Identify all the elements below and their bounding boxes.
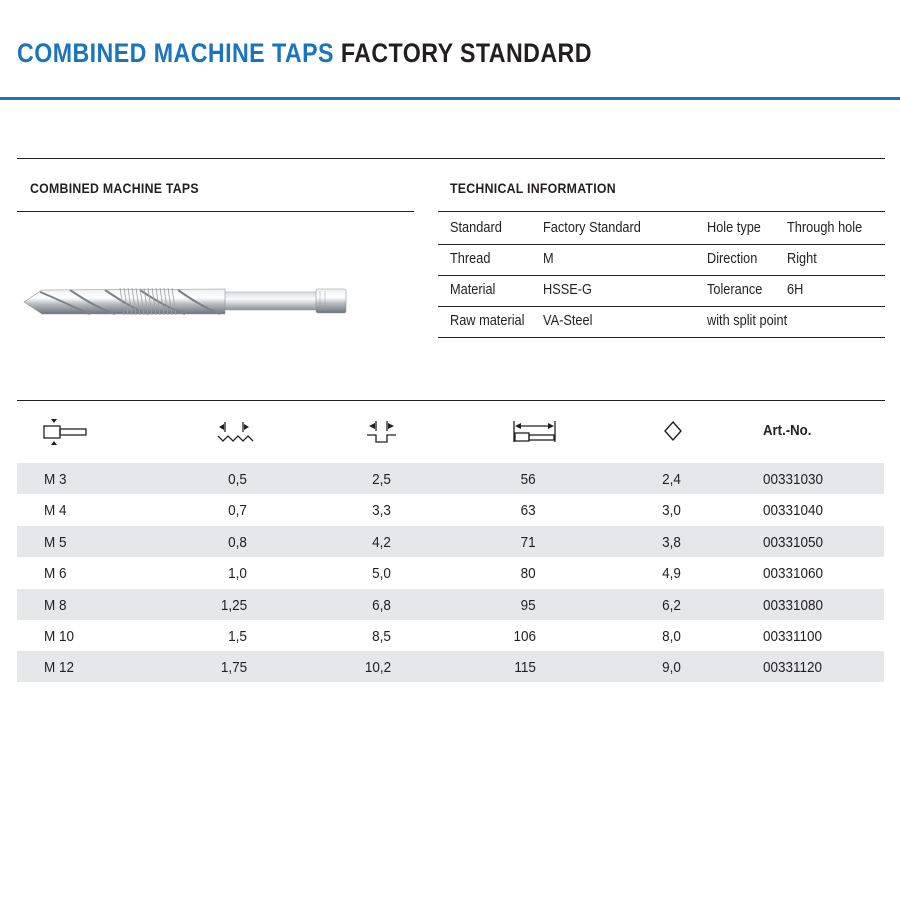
cell-pitch: 0,8: [228, 534, 247, 551]
cell-pitch: 1,0: [228, 565, 247, 582]
cell-square: 6,2: [662, 597, 681, 614]
cell-length: 80: [520, 565, 536, 582]
page-title-sub: FACTORY STANDARD: [340, 38, 592, 68]
cell-length: 106: [513, 628, 536, 645]
cell-article-number: 00331040: [763, 502, 824, 519]
cell-square: 8,0: [662, 628, 681, 645]
total-length-icon: [512, 418, 558, 451]
table-row: [17, 463, 884, 494]
technical-value: M: [543, 251, 554, 267]
product-section-title: COMBINED MACHINE TAPS: [30, 180, 199, 196]
cell-article-number: 00331080: [763, 597, 824, 614]
cell-pitch: 0,5: [228, 471, 247, 488]
article-number-header: Art.-No.: [763, 422, 812, 439]
cell-square: 2,4: [662, 471, 681, 488]
machine-tap-icon: [20, 278, 350, 326]
section-top-rule: [17, 158, 885, 159]
cell-length: 115: [514, 659, 536, 676]
cell-core-drill: 8,5: [372, 628, 391, 645]
core-drill-diameter-icon: [366, 418, 398, 451]
technical-value: VA-Steel: [543, 313, 593, 329]
cell-core-drill: 6,8: [372, 597, 391, 614]
cell-length: 63: [520, 502, 536, 519]
cell-pitch: 0,7: [228, 502, 247, 519]
cell-core-drill: 10,2: [364, 659, 391, 676]
page-title-main: COMBINED MACHINE TAPS: [17, 38, 334, 68]
cell-article-number: 00331120: [763, 659, 823, 676]
page-title: [17, 38, 592, 69]
cell-core-drill: 5,0: [372, 565, 391, 582]
technical-value: Through hole: [787, 220, 863, 236]
technical-section-rule: [438, 211, 885, 212]
technical-key: Hole type: [707, 220, 761, 236]
cell-core-drill: 3,3: [372, 502, 391, 519]
thread-pitch-icon: [216, 418, 256, 451]
cell-square: 4,9: [662, 565, 681, 582]
technical-row: [438, 275, 885, 307]
technical-row: [438, 244, 885, 276]
cell-pitch: 1,75: [220, 659, 247, 676]
technical-section-title: TECHNICAL INFORMATION: [450, 180, 616, 196]
technical-key: Thread: [450, 251, 491, 267]
cell-article-number: 00331060: [763, 565, 824, 582]
table-row: [17, 620, 884, 651]
cell-square: 3,8: [662, 534, 681, 551]
cell-length: 56: [520, 471, 536, 488]
technical-key: Material: [450, 282, 496, 298]
cell-size: M 12: [44, 659, 75, 676]
thread-diameter-icon: [42, 418, 88, 451]
table-row: [17, 494, 884, 525]
cell-size: M 4: [44, 502, 67, 519]
table-row: [17, 651, 884, 682]
cell-size: M 10: [44, 628, 75, 645]
technical-key: Raw material: [450, 313, 525, 329]
technical-row: [438, 306, 885, 338]
cell-size: M 3: [44, 471, 67, 488]
machine-tap-image: [20, 278, 350, 331]
technical-row: [438, 213, 885, 245]
cell-pitch: 1,5: [228, 628, 247, 645]
product-section-rule: [17, 211, 414, 212]
table-row: [17, 557, 884, 588]
title-rule: [0, 97, 900, 100]
cell-core-drill: 4,2: [372, 534, 391, 551]
technical-key: with split point: [707, 313, 788, 329]
technical-value: Factory Standard: [543, 220, 641, 236]
table-row: [17, 589, 884, 620]
cell-core-drill: 2,5: [372, 471, 391, 488]
technical-key: Standard: [450, 220, 502, 236]
cell-square: 3,0: [662, 502, 681, 519]
cell-size: M 8: [44, 597, 67, 614]
table-row: [17, 526, 884, 557]
technical-value: 6H: [787, 282, 804, 298]
technical-value: HSSE-G: [543, 282, 592, 298]
cell-size: M 5: [44, 534, 67, 551]
technical-key: Tolerance: [707, 282, 763, 298]
cell-article-number: 00331030: [763, 471, 824, 488]
cell-article-number: 00331050: [763, 534, 824, 551]
table-top-rule: [17, 400, 885, 401]
cell-size: M 6: [44, 565, 67, 582]
technical-value: Right: [787, 251, 817, 267]
cell-article-number: 00331100: [763, 628, 823, 645]
cell-length: 71: [520, 534, 536, 551]
cell-length: 95: [520, 597, 536, 614]
technical-key: Direction: [707, 251, 758, 267]
square-shank-icon: [662, 418, 684, 451]
cell-square: 9,0: [662, 659, 681, 676]
cell-pitch: 1,25: [220, 597, 247, 614]
